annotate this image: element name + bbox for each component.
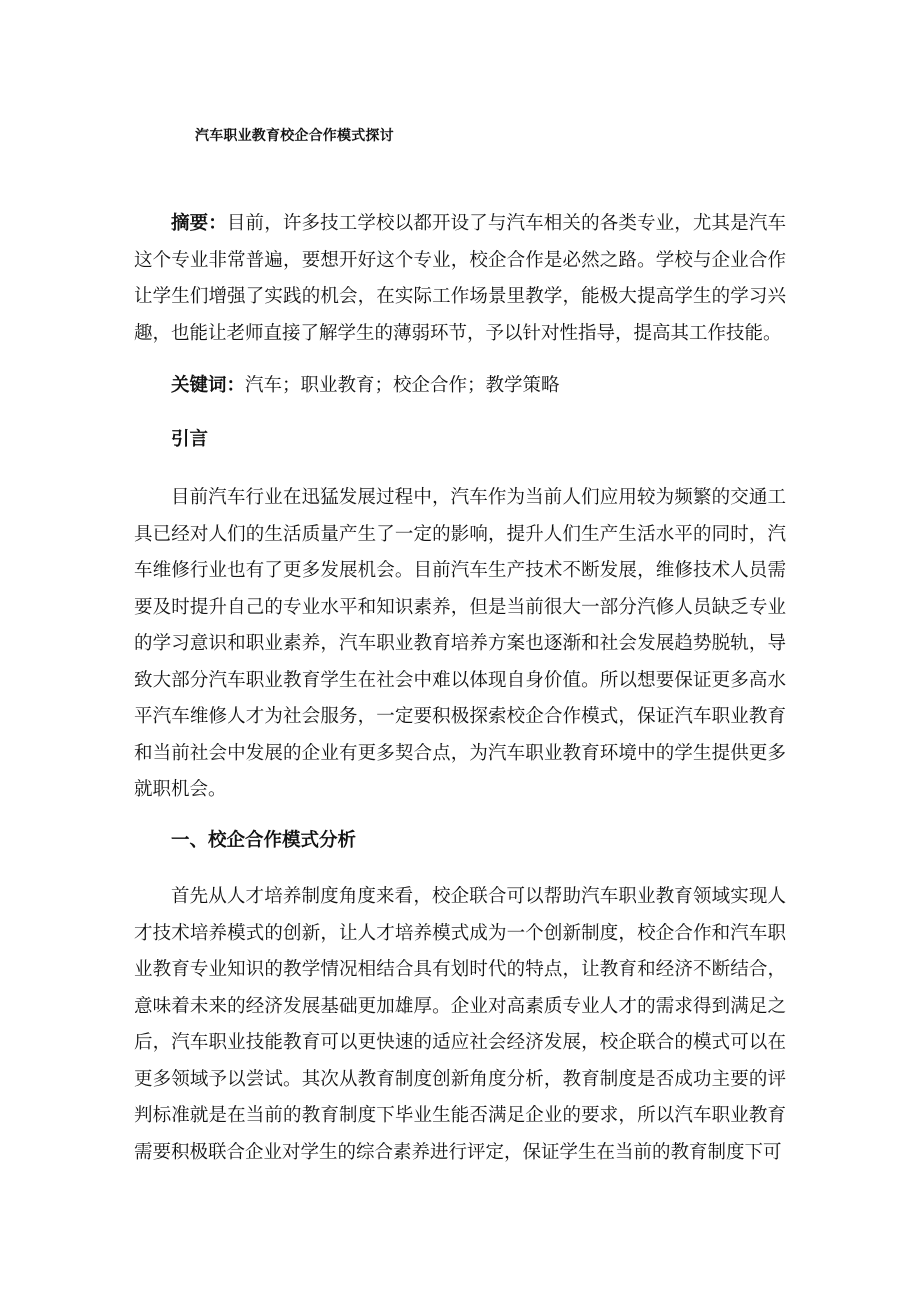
abstract-paragraph: [134, 206, 786, 352]
document-title: 汽车职业教育校企合作模式探讨: [195, 128, 394, 144]
keywords-line: [171, 371, 560, 401]
intro-paragraph: 目前汽车行业在迅猛发展过程中，汽车作为当前人们应用较为频繁的交通工具已经对人们的生活质量产生了一定的影响，提升人们生产生活水平的同时，汽车维修行业也有了更多发展机会。目前汽车生产技术不断发展，维修技术人员需要及时提升自己的专业水平和知识素养，但是当前很大一部分汽修人员缺乏专业的学习意识和职业素养，汽车职业教育培养方案也逐渐和社会发展趋势脱轨，导致大部分汽车职业教育学生在社会中难以体现自身价值。所以想要保证更多高水平汽车维修人才为社会服务，一定要积极探索校企合作模式，保证汽车职业教育和当前社会中发展的企业有更多契合点，为汽车职业教育环境中的学生提供更多就职机会。: [134, 487, 786, 800]
keywords-text: 汽车；职业教育；校企合作；教学策略: [245, 375, 560, 396]
abstract-label: 摘要：: [171, 213, 227, 234]
section1-heading: 一、校企合作模式分析: [171, 830, 357, 851]
section1-paragraph: 首先从人才培养制度角度来看，校企联合可以帮助汽车职业教育领域实现人才技术培养模式的创新，让人才培养模式成为一个创新制度，校企合作和汽车职业教育专业知识的教学情况相结合具有划时代的特点，让教育和经济不断结合，意味着未来的经济发展基础更加雄厚。企业对高素质专业人才的需求得到满足之后，汽车职业技能教育可以更快速的适应社会经济发展，校企联合的模式可以在更多领域予以尝试。其次从教育制度创新角度分析，教育制度是否成功主要的评判标准就是在当前的教育制度下毕业生能否满足企业的要求，所以汽车职业教育需要积极联合企业对学生的综合素养进行评定，保证学生在当前的教育制度下可: [134, 886, 786, 1163]
keywords-label: 关键词：: [171, 375, 246, 396]
abstract-text: 目前，许多技工学校以都开设了与汽车相关的各类专业，尤其是汽车这个专业非常普遍，要想开好这个专业，校企合作是必然之路。学校与企业合作让学生们增强了实践的机会，在实际工作场景里教学，能极大提高学生的学习兴趣，也能让老师直接了解学生的薄弱环节，予以针对性指导，提高其工作技能。: [134, 213, 786, 344]
intro-heading: 引言: [171, 429, 209, 450]
